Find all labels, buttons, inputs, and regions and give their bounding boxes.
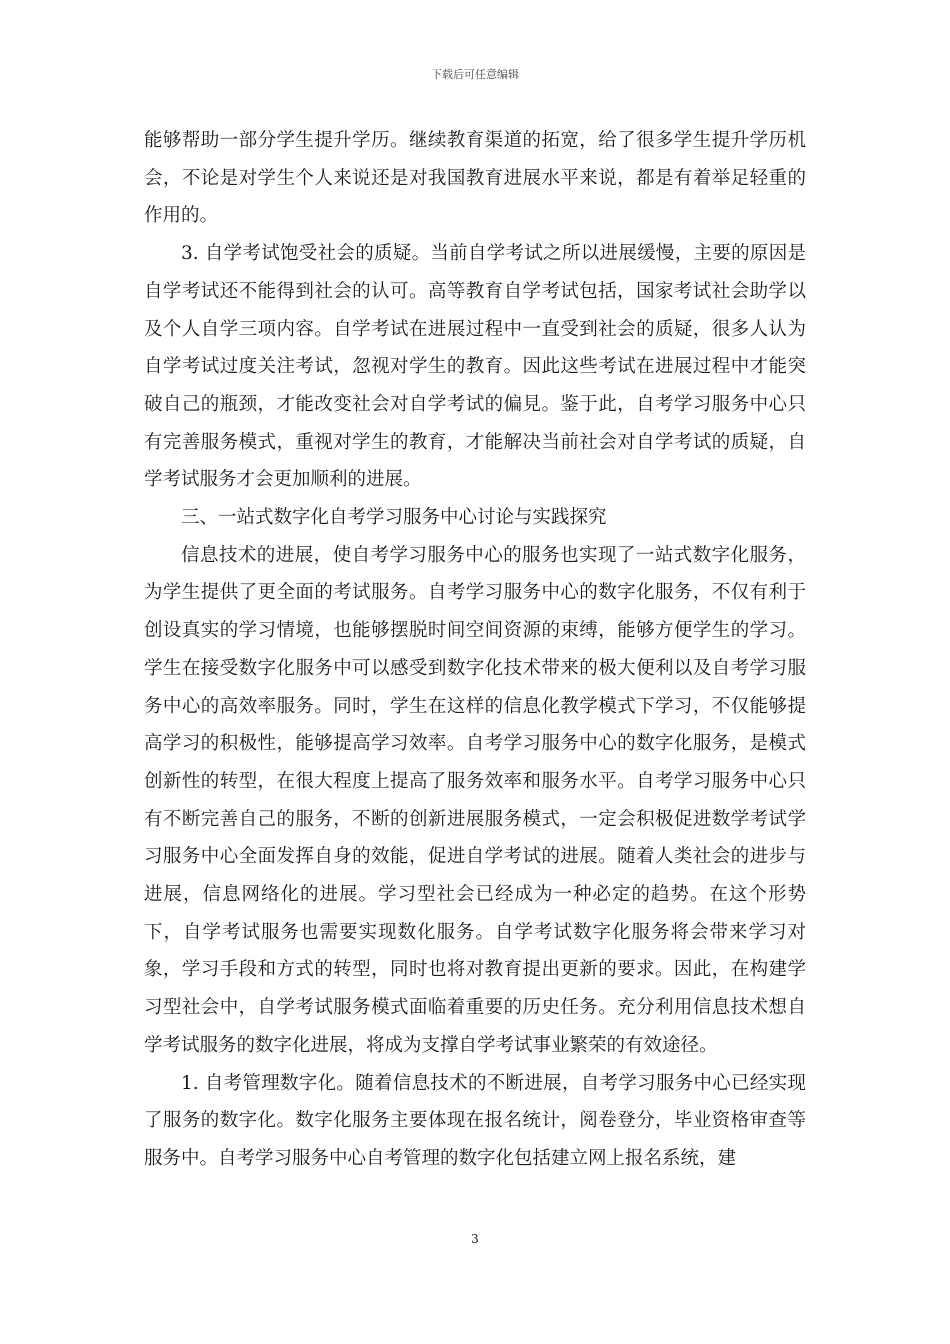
page-number: 3 bbox=[471, 1232, 479, 1246]
paragraph-continuation: 能够帮助一部分学生提升学历。继续教育渠道的拓宽，给了很多学生提升学历机会，不论是对学生个人来说还是对我国教育进展水平来说，都是有着举足轻重的作用的。 bbox=[144, 130, 806, 227]
paragraph-digital-service: 信息技术的进展，使自考学习服务中心的服务也实现了一站式数字化服务，为学生提供了更全面的考试服务。自考学习服务中心的数字化服务，不仅有利于创设真实的学习情境，也能够摆脱时间空间资源的束缚，能够方便学生的学习。学生在接受数字化服务中可以感受到数字化技术带来的极大便利以及自考学习服务中心的高效率服务。同时，学生在这样的信息化教学模式下学习，不仅能够提高学习的积极性，能够提高学习效率。自考学习服务中心的数字化服务，是模式创新性的转型，在很大程度上提高了服务效率和服务水平。自考学习服务中心只有不断完善自己的服务，不断的创新进展服务模式，一定会积极促进数学考试学习服务中心全面发挥自身的效能，促进自学考试的进展。随着人类社会的进步与进展，信息网络化的进展。学习型社会已经成为一种必定的趋势。在这个形势下，自学考试服务也需要实现数化服务。自学考试数字化服务将会带来学习对象，学习手段和方式的转型，同时也将对教育提出更新的要求。因此，在构建学习型社会中，自学考试服务模式面临着重要的历史任务。充分利用信息技术想自学考试服务的数字化进展，将成为支撑自学考试事业繁荣的有效途径。 bbox=[144, 544, 806, 1056]
paragraph-digital-management: 1. 自考管理数字化。随着信息技术的不断进展，自考学习服务中心已经实现了服务的数字化。数字化服务主要体现在报名统计，阅卷登分，毕业资格审查等服务中。自考学习服务中心自考管理的数字化包括建立网上报名系统，建 bbox=[144, 1072, 806, 1169]
document-body bbox=[144, 122, 806, 1178]
page-header: 下载后可任意编辑 bbox=[431, 68, 519, 81]
paragraph-self-study-doubts: 3. 自学考试饱受社会的质疑。当前自学考试之所以进展缓慢，主要的原因是自学考试还不能得到社会的认可。高等教育自学考试包括，国家考试社会助学以及个人自学三项内容。自学考试在进展过程中一直受到社会的质疑，很多人认为自学考试过度关注考试，忽视对学生的教育。因此这些考试在进展过程中才能突破自己的瓶颈，才能改变社会对自学考试的偏見。鉴于此，自考学习服务中心只有完善服务模式，重视对学生的教育，才能解决当前社会对自学考试的质疑，自学考试服务才会更加顺利的进展。 bbox=[144, 243, 806, 491]
section-heading: 三、一站式数字化自考学习服务中心讨论与实践探究 bbox=[181, 507, 607, 529]
